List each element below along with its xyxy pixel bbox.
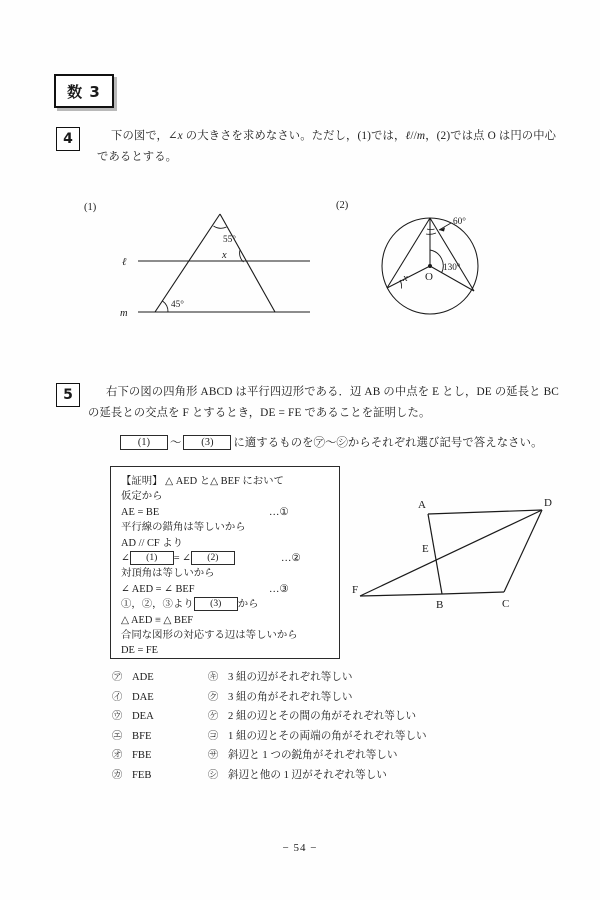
problem-4-prompt: 下の図で，∠x の大きさを求めなさい。ただし，(1)では，ℓ//m，(2)では点 O は円の中心であるとする。: [97, 130, 557, 163]
choice-item[interactable]: [208, 727, 427, 747]
vertex-label-D: D: [544, 497, 552, 509]
choice-item[interactable]: [208, 707, 427, 727]
proof-text: ∠ AED = ∠ BEF: [121, 583, 195, 595]
choice-mark: ㋖: [208, 672, 219, 683]
figure-2-label: (2): [336, 200, 349, 211]
choice-item[interactable]: [112, 688, 154, 708]
angle-45-label: 45°: [171, 299, 184, 309]
proof-text: 仮定から: [121, 491, 163, 503]
proof-text: 平行線の錯角は等しいから: [121, 522, 246, 534]
vertex-label-A: A: [418, 499, 426, 511]
choice-text: DEA: [132, 711, 154, 722]
choice-mark: ㋚: [208, 750, 219, 761]
choice-text: 1 組の辺とその両端の角がそれぞれ等しい: [228, 730, 427, 742]
proof-text: AE = BE: [121, 506, 160, 518]
proof-text: AD // CF より: [121, 537, 184, 549]
variable-x: x: [177, 130, 183, 142]
choice-text: 斜辺と他の 1 辺がそれぞれ等しい: [228, 769, 387, 781]
line-m: m: [416, 130, 426, 142]
proof-line: [121, 613, 339, 628]
choice-item[interactable]: [112, 727, 154, 747]
choice-text: FEB: [132, 769, 152, 781]
choice-text: BFE: [132, 730, 152, 742]
proof-line: [121, 505, 339, 520]
center-label-O: O: [425, 271, 433, 283]
choice-mark: ㋛: [208, 769, 219, 781]
proof-ref: …①: [269, 506, 289, 518]
choice-mark: ㋗: [208, 691, 219, 703]
choice-item[interactable]: [208, 688, 427, 708]
equals-angle: = ∠: [173, 552, 191, 564]
choice-mark: ㋙: [208, 730, 219, 742]
choices-column-left: [112, 668, 154, 785]
proof-ref: …③: [269, 583, 289, 595]
blank-3[interactable]: (3): [194, 597, 238, 611]
choice-text: ADE: [132, 672, 154, 683]
angle-symbol: ∠: [121, 552, 130, 564]
choice-mark: ㋐: [112, 672, 123, 683]
proof-line: [121, 474, 339, 489]
figure-parallel-lines: [110, 196, 325, 336]
choice-mark: ㋔: [112, 750, 123, 761]
line-label-m: m: [120, 308, 128, 319]
proof-text: DE = FE: [121, 645, 159, 657]
problem-5-prompt: 右下の図の四角形 ABCD は平行四辺形である．辺 AB の中点を E とし，DE の延長と BC の延長との交点を F とするとき，DE = FE であることを証明した。: [88, 386, 559, 419]
choice-mark: ㋒: [112, 711, 123, 722]
choice-item[interactable]: [112, 766, 154, 786]
choice-mark: ㋑: [112, 691, 123, 703]
choice-item[interactable]: [208, 766, 427, 786]
proof-line: [121, 582, 339, 597]
choice-text: 3 組の辺がそれぞれ等しい: [228, 672, 353, 683]
angle-130-label: 130°: [443, 262, 461, 272]
vertex-label-F: F: [352, 584, 359, 596]
proof-ref: …②: [281, 552, 301, 564]
proof-text: 合同な図形の対応する辺は等しいから: [121, 629, 298, 641]
problem-number-5: 5: [56, 383, 80, 407]
figure-parallelogram: [352, 492, 557, 617]
figure-1-label: (1): [84, 202, 97, 213]
blank-ref-first: (1): [120, 435, 168, 450]
vertex-label-C: C: [502, 598, 510, 610]
line-label-ell: ℓ: [122, 257, 127, 268]
angle-55-label: 55°: [223, 234, 236, 244]
vertex-label-B: B: [436, 599, 444, 611]
angle-x-circle-label: x: [403, 273, 408, 284]
tilde-separator: ～: [170, 437, 182, 449]
proof-line-with-blanks: [121, 597, 339, 612]
problem-5-instruction: [118, 433, 558, 454]
proof-line: [121, 643, 339, 658]
line-ell: ℓ: [405, 130, 411, 142]
proof-line-with-blanks: [121, 551, 339, 566]
proof-lead: ①，②，③より: [121, 599, 194, 611]
figure-circle: [355, 192, 515, 332]
choices-column-right: [208, 668, 427, 785]
choice-text: FBE: [132, 750, 152, 761]
choice-item[interactable]: [208, 746, 427, 766]
proof-line: [121, 628, 339, 643]
proof-text: △ AED ≡ △ BEF: [121, 614, 194, 626]
choice-text: 2 組の辺とその間の角がそれぞれ等しい: [228, 711, 417, 722]
blank-1[interactable]: (1): [130, 551, 174, 565]
choice-mark: ㋘: [208, 711, 219, 722]
proof-line: [121, 520, 339, 535]
choice-item[interactable]: [208, 668, 427, 688]
proof-line: [121, 489, 339, 504]
blank-ref-last: (3): [183, 435, 231, 450]
angle-60-label: 60°: [453, 216, 466, 226]
proof-line: [121, 566, 339, 581]
proof-box: [110, 466, 340, 659]
choice-item[interactable]: [112, 746, 154, 766]
proof-line: [121, 536, 339, 551]
instruction-tail: に適するものを㋐～㋛からそれぞれ選び記号で答えなさい。: [233, 437, 543, 449]
proof-text: 対頂角は等しいから: [121, 568, 215, 580]
vertex-label-E: E: [422, 543, 429, 555]
choice-text: 3 組の角がそれぞれ等しい: [228, 691, 353, 703]
choice-mark: ㋓: [112, 730, 123, 742]
choice-text: DAE: [132, 691, 154, 703]
proof-text: 【証明】 △ AED と△ BEF において: [121, 476, 284, 487]
proof-tail: から: [237, 599, 259, 611]
page-number: − 54 −: [282, 842, 318, 854]
choice-text: 斜辺と 1 つの鋭角がそれぞれ等しい: [228, 750, 398, 761]
choice-item[interactable]: [112, 707, 154, 727]
blank-2[interactable]: (2): [191, 551, 235, 565]
angle-x-label: x: [222, 250, 227, 261]
subject-chip: 数 3: [54, 74, 114, 108]
choice-mark: ㋕: [112, 769, 123, 781]
problem-number-4: 4: [56, 127, 80, 151]
choice-item[interactable]: [112, 668, 154, 688]
